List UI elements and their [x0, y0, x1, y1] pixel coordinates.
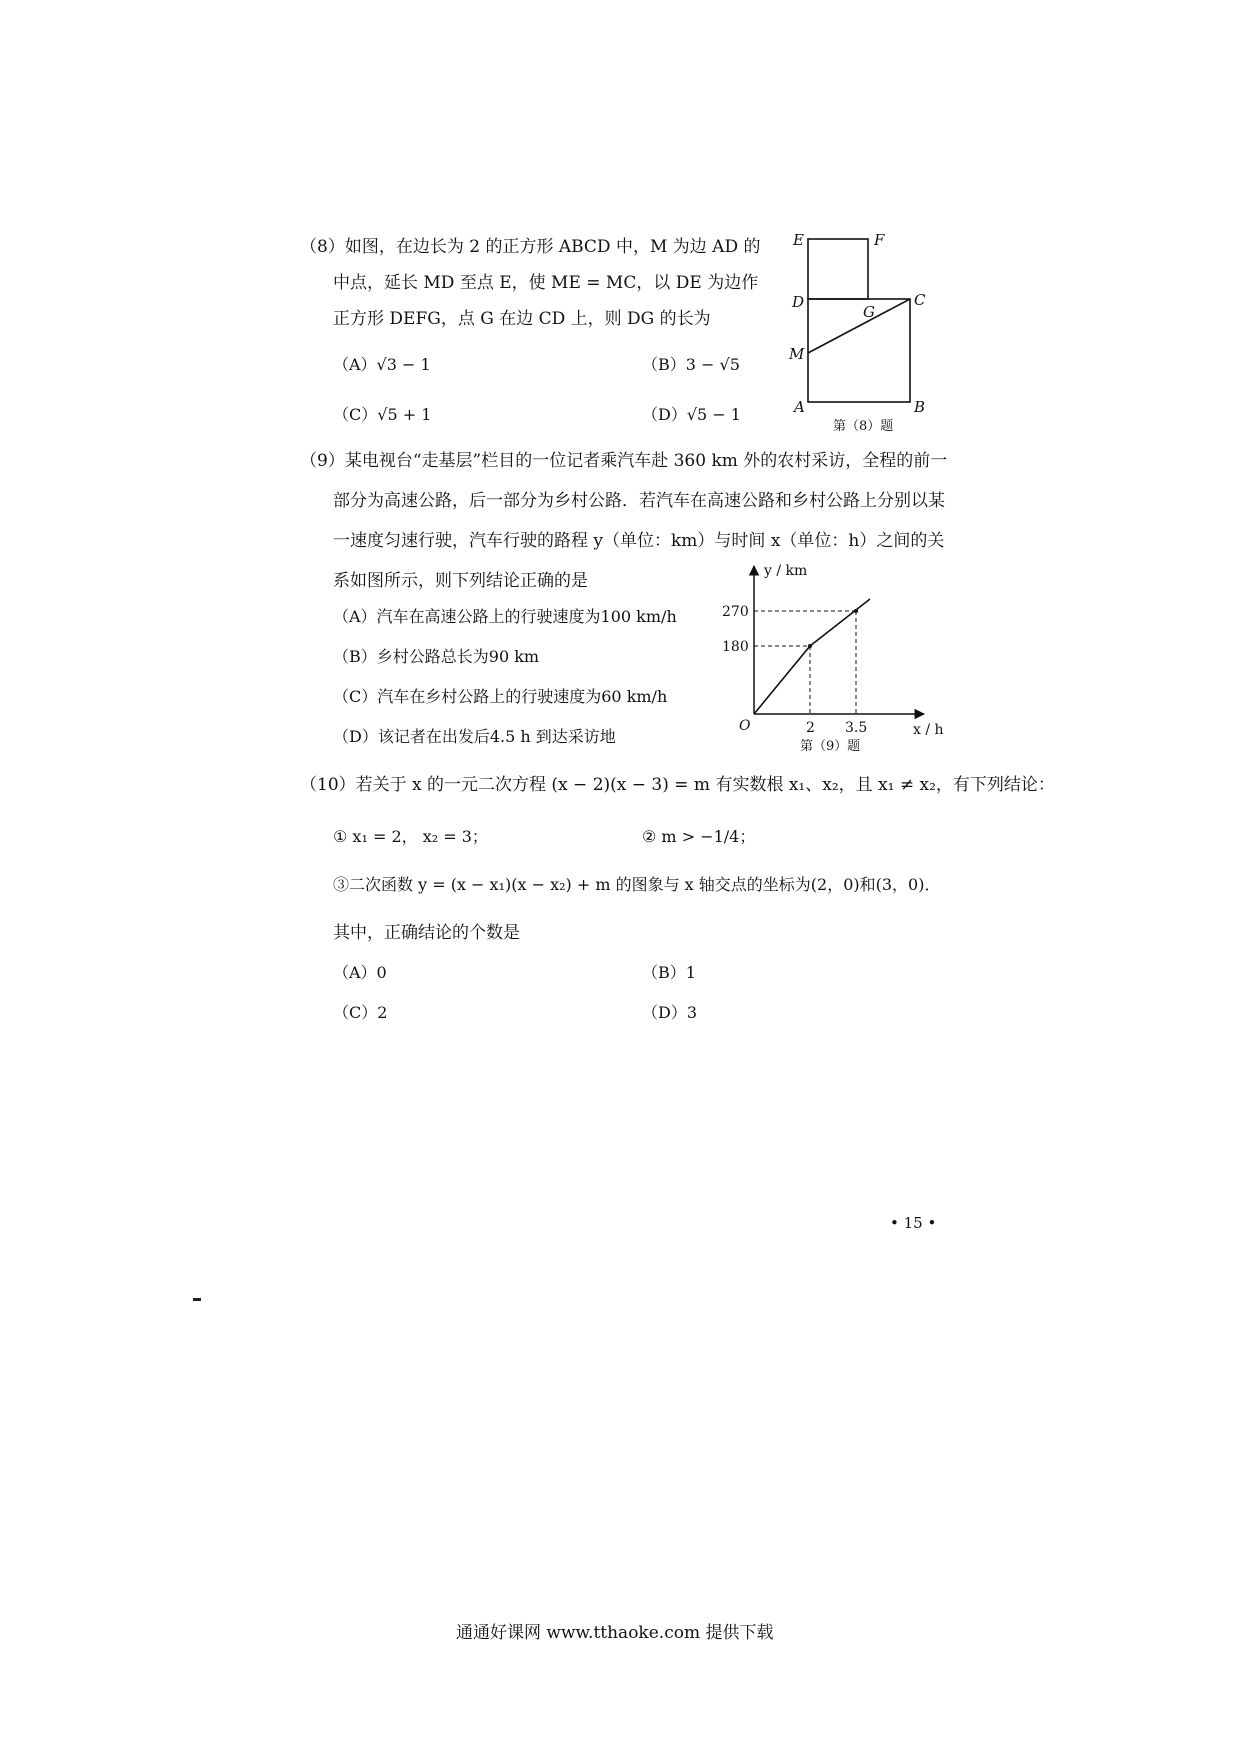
q9-option-b: （B）乡村公路总长为90 km — [333, 647, 540, 666]
q8-figure — [780, 228, 950, 443]
point-2-180 — [808, 644, 812, 648]
x-axis-label: x / h — [913, 722, 944, 738]
label-d: D — [792, 293, 805, 311]
q10-question: 其中，正确结论的个数是 — [333, 923, 520, 943]
x-tick-2: 2 — [806, 720, 815, 736]
q9-figure-caption: 第（9）题 — [800, 739, 861, 754]
q9-option-a: （A）汽车在高速公路上的行驶速度为100 km/h — [333, 607, 677, 626]
distance-line — [754, 599, 870, 714]
q9-line-4: 系如图所示，则下列结论正确的是 — [333, 571, 588, 591]
q10-option-a: （A）0 — [333, 963, 387, 982]
q10-conclusion-3: ③二次函数 y = (x − x₁)(x − x₂) + m 的图象与 x 轴交点的坐标为(2，0)和(3，0)． — [333, 875, 941, 894]
q10-option-b: （B）1 — [642, 963, 696, 982]
label-c: C — [914, 291, 926, 309]
x-tick-3-5: 3.5 — [845, 720, 868, 736]
q8-line-3: 正方形 DEFG，点 G 在边 CD 上，则 DG 的长为 — [333, 309, 711, 329]
square-abcd — [808, 299, 910, 402]
q9-graph — [720, 558, 950, 758]
label-b: B — [914, 398, 926, 416]
point-3-5-270 — [854, 609, 858, 613]
q9-line-1: （9）某电视台“走基层”栏目的一位记者乘汽车赴 360 km 外的农村采访，全程的前一 — [300, 451, 948, 471]
q10-line-1: （10）若关于 x 的一元二次方程 (x − 2)(x − 3) = m 有实数根 x₁、x₂，且 x₁ ≠ x₂，有下列结论： — [300, 775, 1055, 795]
q10-conclusion-2: ② m > −1/4； — [642, 827, 756, 846]
origin-label: O — [739, 718, 751, 734]
label-f: F — [874, 231, 885, 249]
q8-option-c: （C）√5 + 1 — [333, 405, 432, 424]
y-axis-label: y / km — [764, 563, 808, 579]
q8-line-2: 中点，延长 MD 至点 E，使 ME = MC，以 DE 为边作 — [333, 273, 759, 293]
q8-option-d: （D）√5 − 1 — [642, 405, 741, 424]
footer-watermark: 通通好课网 www.tthaoke.com 提供下载 — [456, 1623, 774, 1643]
label-g: G — [863, 303, 875, 321]
page-number: • 15 • — [890, 1214, 937, 1232]
q9-line-3: 一速度匀速行驶，汽车行驶的路程 y（单位：km）与时间 x（单位：h）之间的关 — [333, 531, 945, 551]
q8-figure-caption: 第（8）题 — [833, 419, 894, 434]
q10-option-c: （C）2 — [333, 1003, 388, 1022]
label-e: E — [793, 231, 804, 249]
y-tick-180: 180 — [722, 639, 749, 655]
label-m: M — [789, 345, 805, 363]
label-a: A — [794, 398, 805, 416]
q9-line-2: 部分为高速公路，后一部分为乡村公路．若汽车在高速公路和乡村公路上分别以某 — [333, 491, 945, 511]
q8-option-a: （A）√3 − 1 — [333, 355, 431, 374]
q8-option-b: （B）3 − √5 — [642, 355, 740, 374]
scan-mark — [193, 1298, 201, 1301]
segment-mc — [808, 299, 910, 353]
q9-option-c: （C）汽车在乡村公路上的行驶速度为60 km/h — [333, 687, 668, 706]
y-tick-270: 270 — [722, 604, 749, 620]
q8-line-1: （8）如图，在边长为 2 的正方形 ABCD 中，M 为边 AD 的 — [300, 237, 761, 257]
q10-option-d: （D）3 — [642, 1003, 698, 1022]
q9-option-d: （D）该记者在出发后4.5 h 到达采访地 — [333, 727, 616, 746]
q10-conclusion-1: ① x₁ = 2， x₂ = 3； — [333, 827, 488, 846]
square-defg — [808, 239, 868, 299]
